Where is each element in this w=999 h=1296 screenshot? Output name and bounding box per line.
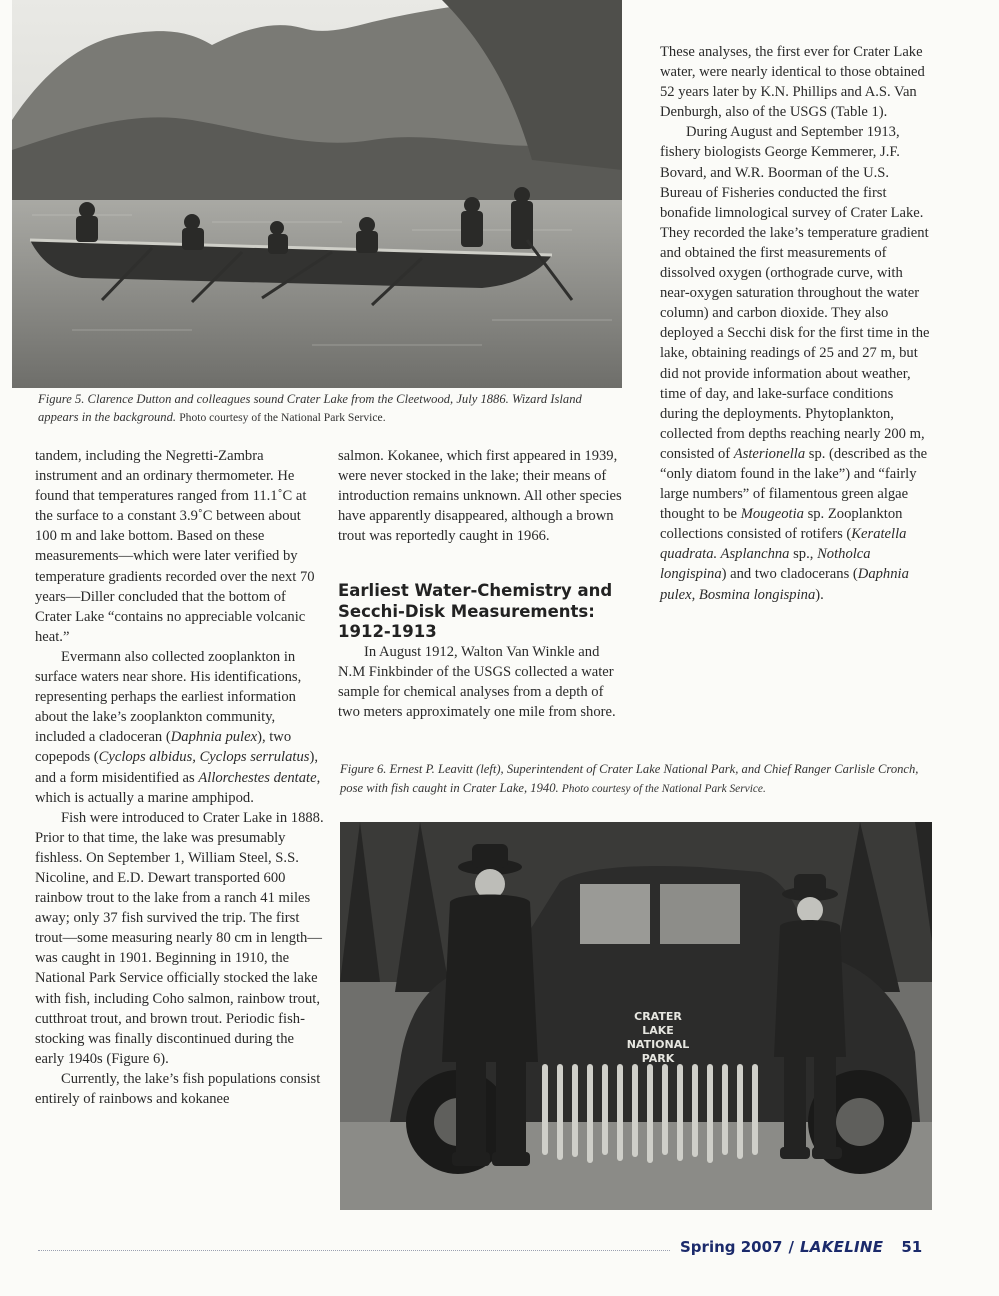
col3-p2-text-e: ) and two cladocerans ( [721, 566, 858, 583]
col3-p2-text-c: sp. Zooplankton collections consisted of rotifers ( [660, 506, 903, 543]
figure-6-credit: Photo courtesy of the National Park Service. [561, 782, 766, 795]
column-1-text [35, 446, 325, 1109]
col3-p2-text-d: sp., [793, 546, 814, 563]
figure-5-caption-text: Figure 5. Clarence Dutton and colleagues sound Crater Lake from the Cleetwood, July 1886. Wizard Island appears in the background. [38, 392, 582, 424]
door-text-line-4: PARK [641, 1052, 675, 1065]
col3-p2-text-b: sp. (described as the “only diatom found in the lake”) and “fairly large numbers” of filamentous green algae thought to be [660, 445, 928, 523]
footer-season: Spring 2007 [680, 1238, 783, 1256]
col3-p2-taxon-asterionella: Asterionella [733, 445, 806, 462]
footer-rule [38, 1250, 670, 1251]
column-3-text [660, 42, 930, 605]
column-2-text [338, 446, 628, 546]
figure-6-caption-text: Figure 6. Ernest P. Leavitt (left), Superintendent of Crater Lake National Park, and Chief Ranger Carlisle Cronch, pose with fish caught in Crater Lake, 1940. [340, 762, 919, 795]
col1-p2-text-a: Evermann also collected zooplankton in surface waters near shore. His identifications, representing perhaps the earliest information about the lake’s zooplankton community, included a cladoceran ( [35, 648, 302, 746]
rowboat-photo-illustration [12, 0, 622, 388]
col3-paragraph-2 [660, 122, 930, 604]
col3-p2-taxon-daphnia-bosmina: Daphnia pulex, Bosmina longispina [660, 566, 909, 603]
page-footer [680, 1238, 940, 1256]
col1-p2-text-d: , which is actually a marine amphipod. [35, 769, 321, 806]
col3-p2-taxon-notholca: Notholca longispina [660, 546, 871, 583]
door-text-line-2: LAKE [642, 1024, 674, 1037]
col1-p2-taxon-daphnia: Daphnia pulex [170, 729, 258, 746]
col1-p2-text-b: ), two copepods ( [35, 729, 292, 766]
section-heading: Earliest Water-Chemistry and Secchi-Disk Measurements: 1912-1913 [338, 581, 613, 641]
col1-p2-text-c: ), and a form misidentified as [35, 749, 318, 786]
col1-paragraph-4: Currently, the lake’s fish populations consist entirely of rainbows and kokanee [35, 1070, 321, 1107]
figure-6-caption [340, 760, 930, 798]
col3-p2-text-a: During August and September 1913, fishery biologists George Kemmerer, J.F. Bovard, and W.R. Boorman of the U.S. Bureau of Fisheries conducted the first bonafide limnological survey of Crater Lake. They recorded the lake’s temperature gradient and obtained the first measurements of dissolved oxygen (orthograde curve, with near-oxygen saturation throughout the water column) and carbon dioxide. They also deployed a Secchi disk for the first time in the lake, obtaining readings of 25 and 27 m, but did not provide information about weather, time of day, and lake-surface conditions during the deployments. Phytoplankton, collected from depths reaching nearly 200 m, consisted of [660, 124, 930, 462]
door-text-line-3: NATIONAL [626, 1038, 690, 1051]
figure-5-credit: Photo courtesy of the National Park Service. [179, 411, 386, 424]
col2-paragraph-1: salmon. Kokanee, which first appeared in 1939, were never stocked in the lake; their means of introduction remains unknown. All other species have apparently disappeared, although a brown trout was reportedly caught in 1966. [338, 448, 622, 545]
figure-5-photo [12, 0, 622, 388]
col1-paragraph-2 [35, 647, 325, 808]
col2-paragraph-2: In August 1912, Walton Van Winkle and N.M Finkbinder of the USGS collected a water sample for chemical analyses from a depth of two meters approximately one mile from shore. [338, 644, 616, 721]
col1-paragraph-1: tandem, including the Negretti-Zambra instrument and an ordinary thermometer. He found that temperatures ranged from 11.1˚C at the surface to a constant 3.9˚C between about 100 m and lake bottom. Based on these measurements—which were later verified by temperature gradients recorded over the next 70 years—Diller concluded that the bottom of Crater Lake “contains no appreciable volcanic heat.” [35, 448, 315, 645]
door-text-line-1: CRATER [634, 1010, 682, 1023]
column-2-text-b [338, 642, 628, 722]
footer-magazine: LAKELINE [799, 1238, 884, 1256]
page-number: 51 [901, 1238, 923, 1256]
col3-paragraph-1: These analyses, the first ever for Crater Lake water, were nearly identical to those obtained 52 years later by K.N. Phillips and A.S. Van Denburgh, also of the USGS (Table 1). [660, 44, 925, 121]
col3-p2-taxon-mougeotia: Mougeotia [740, 506, 804, 523]
rangers-car-photo-illustration [340, 822, 932, 1210]
col1-paragraph-3: Fish were introduced to Crater Lake in 1888. Prior to that time, the lake was presumably fishless. On September 1, William Steel, S.S. Nicoline, and E.D. Dewart transported 600 rainbow trout to the lake from a ranch 41 miles away; only 37 fish survived the trip. The first trout—some measuring nearly 80 cm in length—was caught in 1901. Beginning in 1910, the National Park Service officially stocked the lake with fish, including Coho salmon, rainbow trout, cutthroat trout, and brown trout. Periodic fish-stocking was finally discontinued during the early 1940s (Figure 6). [35, 809, 324, 1067]
col3-p2-taxon-keratella: Keratella quadrata. Asplanchna [660, 526, 907, 563]
col1-p2-taxon-allorchestes: Allorchestes dentate [198, 769, 317, 786]
col3-p2-text-f: ). [815, 586, 824, 603]
figure-5-caption [38, 390, 598, 427]
col1-p2-taxon-cyclops: Cyclops albidus, Cyclops serrulatus [98, 749, 310, 766]
figure-6-photo [340, 822, 932, 1210]
footer-slash: / [788, 1238, 794, 1256]
